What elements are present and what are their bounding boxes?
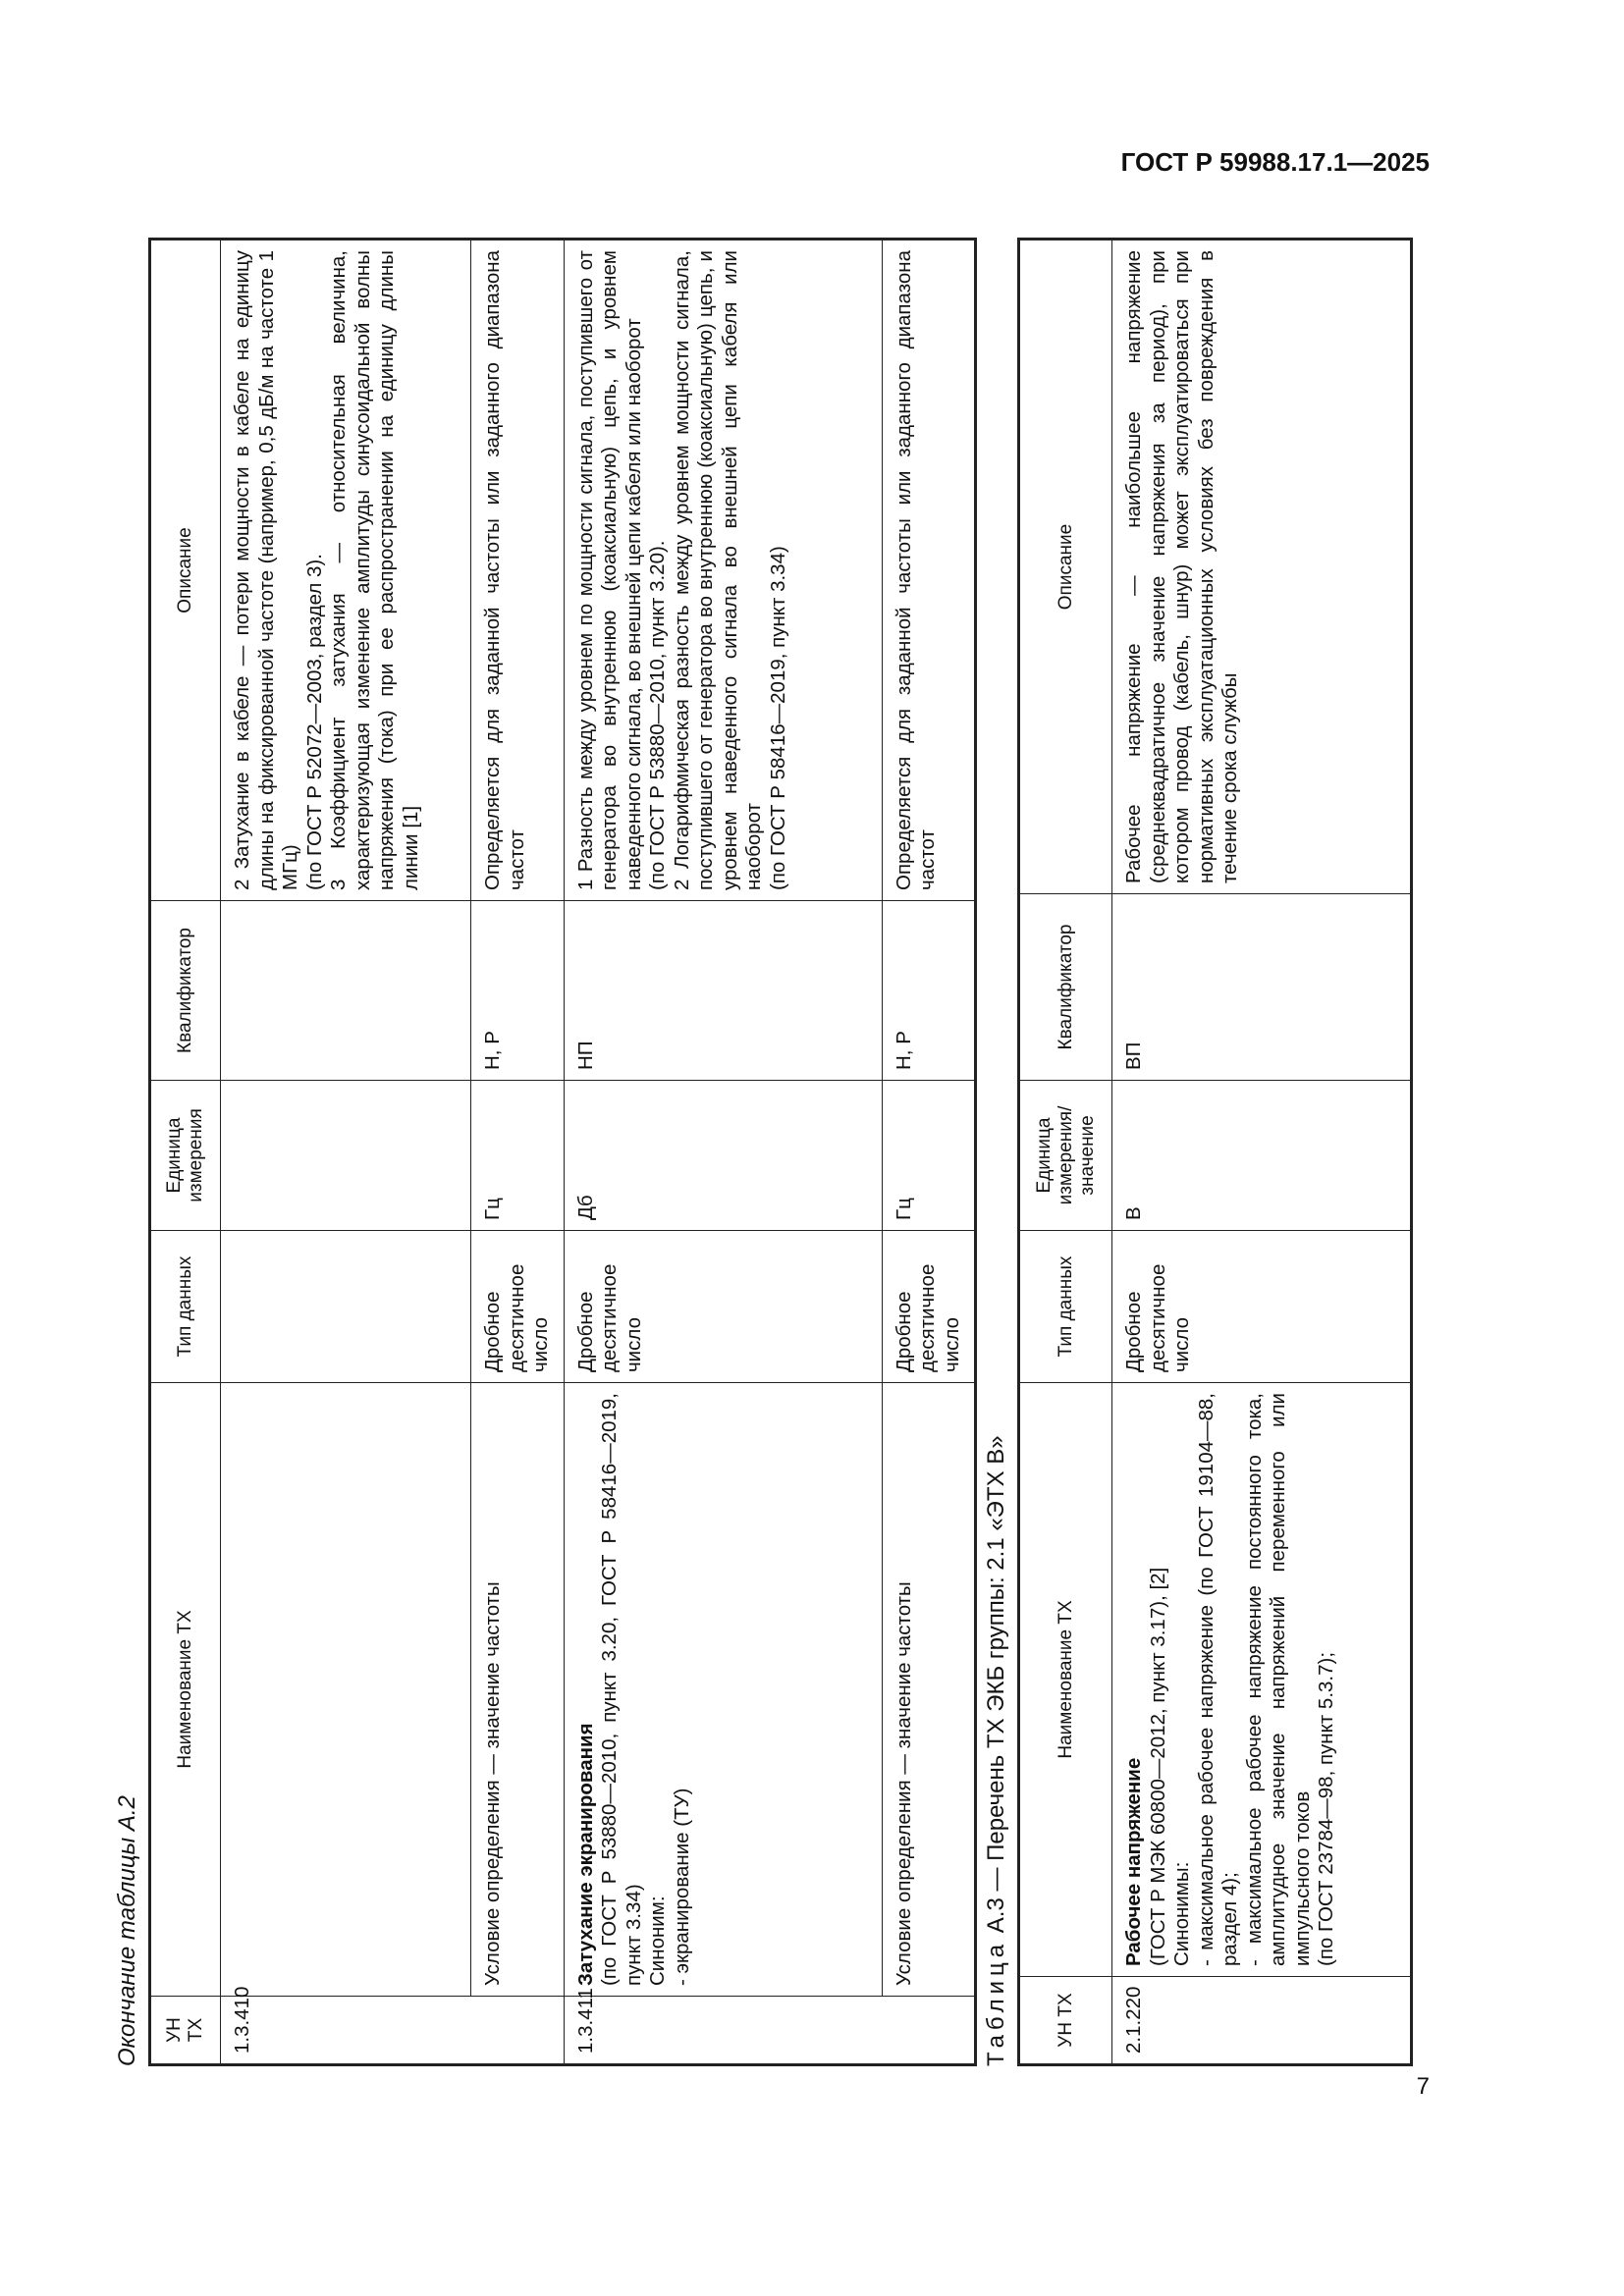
row-type: Дробное десятичное число [882,1231,976,1383]
row-qualifier: ВП [1112,894,1412,1081]
col-header-id: УН ТХ [150,1997,221,2065]
row-name: Условие определения — значение частоты [882,1383,976,1997]
table-row [882,240,976,2065]
name-line: Синонимы: [1170,1861,1193,1966]
col-header-qualifier: Квалификатор [1019,894,1112,1081]
table-a2 [148,238,977,2066]
row-name-title: Затухание экранирования [573,1723,597,1986]
table-row [564,240,882,2065]
row-type: Дробное десятичное число [564,1231,882,1383]
row-type [221,1231,471,1383]
desc-line: 2 Логарифмическая разность между уровнем мощности сигнала, поступившего от генератора во внутреннюю (коаксиальную) цепь, и уровнем наведенного сигнала во внешней цепи кабеля или наоборот [670,250,765,890]
table-a3-caption [982,221,1017,2066]
row-name: Условие определения — значение частоты [471,1383,565,1997]
row-qualifier: Н, Р [471,901,565,1081]
row-qualifier: НП [564,901,882,1081]
page-number: 7 [1416,2073,1430,2100]
col-header-type: Тип данных [150,1231,221,1383]
table-row [221,240,471,2065]
desc-line: (по ГОСТ Р 53880—2010, пункт 3.20). [646,540,669,890]
row-unit: В [1112,1081,1412,1231]
table-a2-caption: Окончание таблицы А.2 [114,1795,140,2066]
row-qualifier [221,901,471,1081]
table-row [1112,240,1412,2065]
desc-line: 3 Коэффициент затухания — относительная величина, характеризующая изменение амплитуды синусоидальной волны напряжения (тока) при ее распространении на единицу длины линии [1] [327,250,422,890]
desc-line: (по ГОСТ Р 58416—2019, пункт 3.34) [766,546,789,890]
row-unit [221,1081,471,1231]
desc-line: 2 Затухание в кабеле — потери мощности в кабеле на единицу длины на фиксированной частоте (например, 0,5 дБ/м на частоте 1 МГц) [231,250,301,890]
col-header-name: Наименование ТХ [1019,1383,1112,1977]
row-id: 1.3.410 [221,1997,565,2065]
col-header-type: Тип данных [1019,1231,1112,1383]
col-header-unit: Единица измерения [150,1081,221,1231]
row-description: Определяется для заданной частоты или заданного диапазона частот [882,240,976,901]
col-header-description: Описание [1019,240,1112,894]
row-description [221,240,471,901]
name-line: - экранирование (ТУ) [670,1788,693,1986]
col-header-unit: Единица измерения/ значение [1019,1081,1112,1231]
row-type: Дробное десятичное число [471,1231,565,1383]
row-description: Определяется для заданной частоты или заданного диапазона частот [471,240,565,901]
name-line: (по ГОСТ Р 53880—2010, пункт 3.20, ГОСТ Р 58416—2019, пункт 3.34) [598,1393,645,1986]
col-header-id: УН ТХ [1019,1977,1112,2065]
table-header-row [1019,240,1112,2065]
table-header-row [150,240,221,2065]
row-id: 2.1.220 [1112,1977,1412,2065]
row-unit: Гц [471,1081,565,1231]
page-header: ГОСТ Р 59988.17.1—2025 [1120,147,1430,177]
row-qualifier: Н, Р [882,901,976,1081]
name-line: (ГОСТ Р МЭК 60800—2012, пункт 3.17), [2] [1146,1567,1169,1966]
name-line: (по ГОСТ 23784—98, пункт 5.3.7); [1315,1651,1337,1966]
row-unit: Гц [882,1081,976,1231]
row-name [564,1383,882,1997]
row-name [221,1383,471,1997]
name-line: - максимальное рабочее напряжение (по ГОСТ 19104—88, раздел 4); [1194,1393,1241,1966]
row-description: Рабочее напряжение — наибольшее напряжение (среднеквадратичное значение напряжения за период), при котором провод (кабель, шнур) может эксплуатироваться при нормативных эксплуатационных условиях без повреждения в течение срока службы [1112,240,1412,894]
col-header-qualifier: Квалификатор [150,901,221,1081]
desc-line: (по ГОСТ Р 52072—2003, раздел 3). [302,554,326,890]
row-id: 1.3.411 [564,1997,976,2065]
row-name [1112,1383,1412,1977]
row-type: Дробное десятичное число [1112,1231,1412,1383]
table-row [471,240,565,2065]
table-a2-block [113,221,977,2066]
name-line: Синоним: [646,1896,669,1986]
desc-line: 1 Разность между уровнем по мощности сигнала, поступившего от генератора во внутреннюю (коаксиальную) цепь, и уровнем наведенного сигнала, во внешней цепи кабеля или наоборот [573,250,645,890]
table-a3-caption-prefix: Таблица [983,1939,1009,2066]
name-line: - максимальное рабочее напряжение постоянного тока, амплитудное значение напряжений переменного или импульсного токов [1242,1393,1314,1966]
row-name-title: Рабочее напряжение [1122,1757,1145,1966]
row-description [564,240,882,901]
table-a3-caption-text: А.3 — Перечень ТХ ЭКБ группы: 2.1 «ЭТХ В» [983,1435,1009,1934]
col-header-description: Описание [150,240,221,901]
table-a3-block [982,221,1413,2066]
col-header-name: Наименование ТХ [150,1383,221,1997]
row-unit: Дб [564,1081,882,1231]
table-a3 [1017,238,1413,2066]
